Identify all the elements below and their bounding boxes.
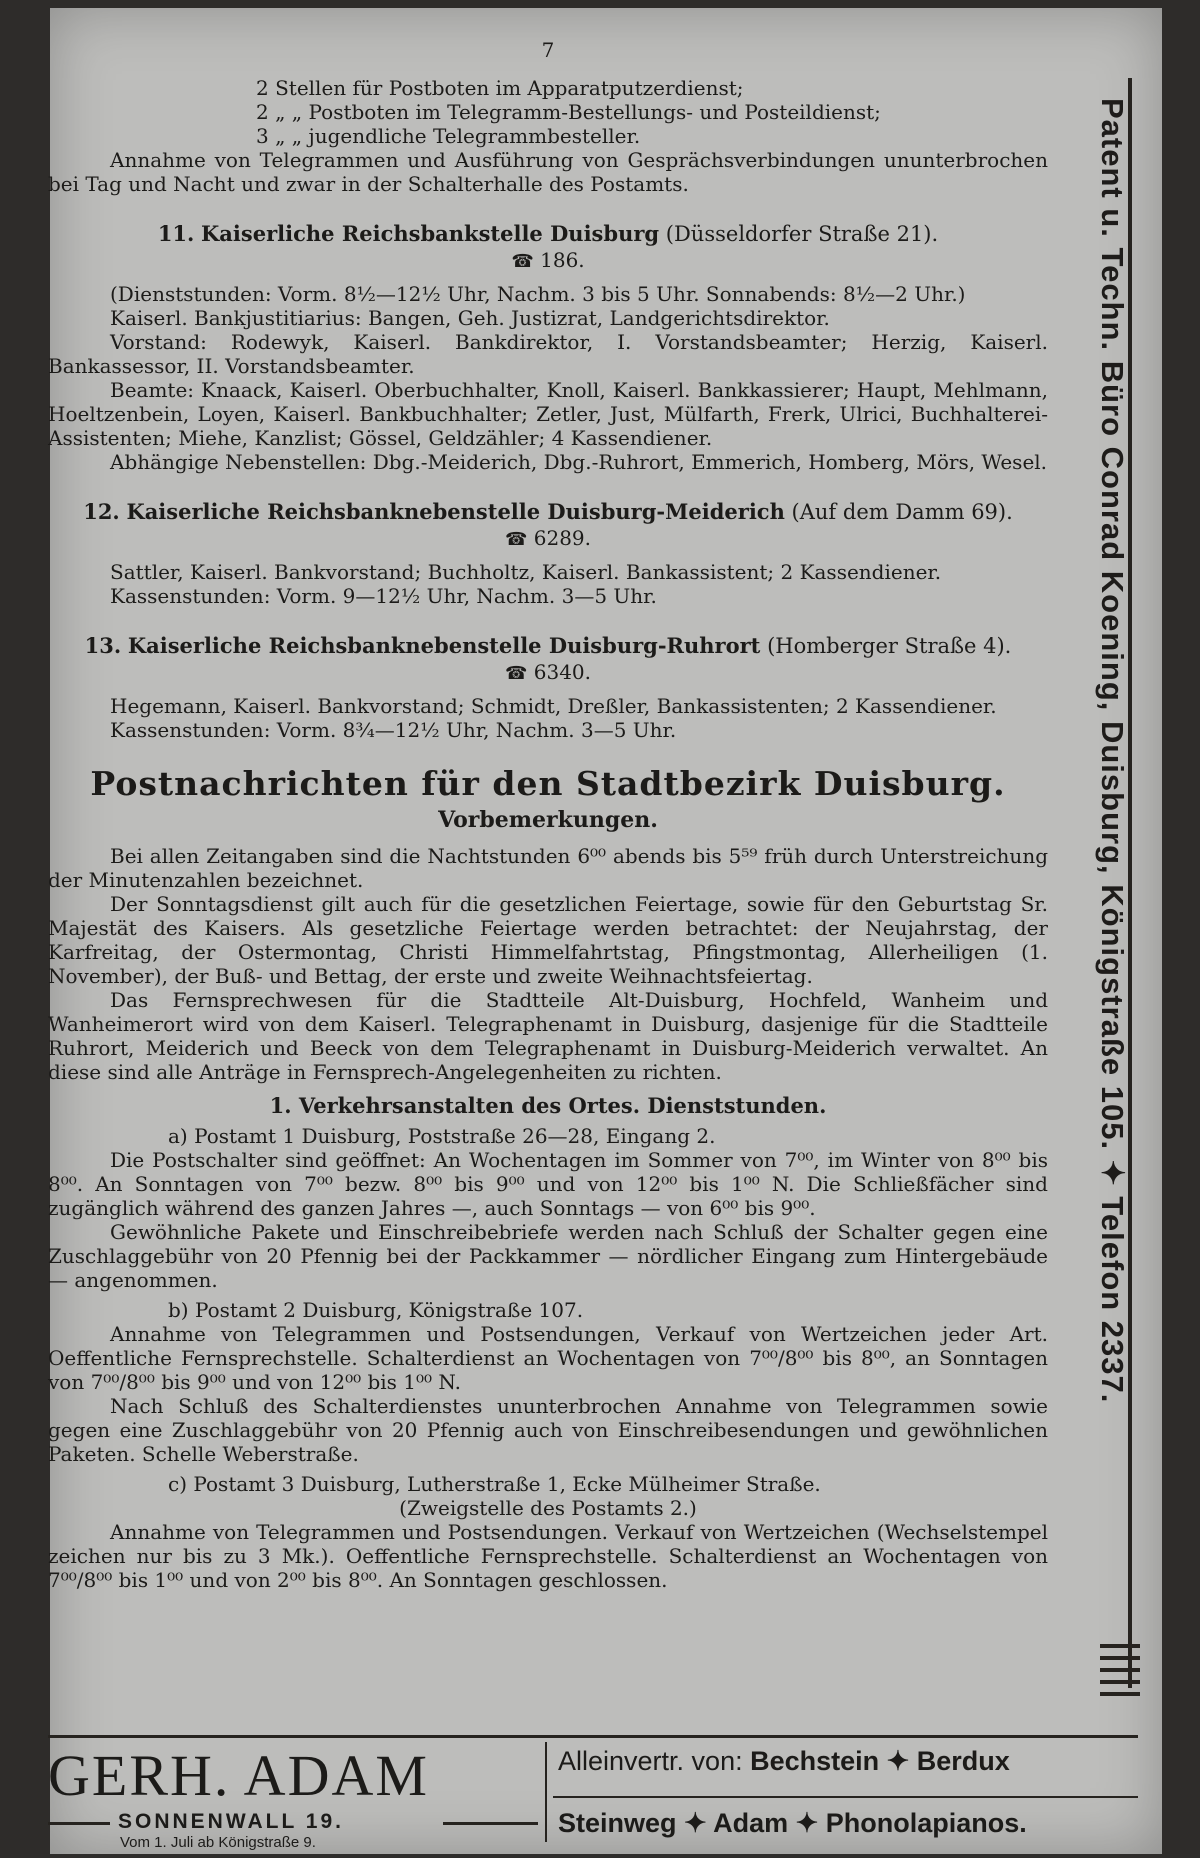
paragraph: Hegemann, Kaiserl. Bankvorstand; Schmidt, Dreßler, Bankassistenten; 2 Kassendiener. — [110, 694, 997, 718]
paragraph: Kaiserl. Bankjustitiarius: Bangen, Geh. Justizrat, Landgerichtsdirektor. — [110, 306, 830, 330]
phone-line — [48, 660, 1048, 686]
ad-divider — [545, 1742, 547, 1842]
entry-heading: a) Postamt 1 Duisburg, Poststraße 26—28, Eingang 2. — [168, 1124, 716, 1148]
entry-heading: b) Postamt 2 Duisburg, Königstraße 107. — [168, 1298, 584, 1322]
paragraph: (Dienststunden: Vorm. 8½—12½ Uhr, Nachm. 3 bis 5 Uhr. Sonnabends: 8½—2 Uhr.) — [110, 282, 966, 306]
ad-rule-right — [443, 1822, 538, 1825]
entry-subheading: (Zweigstelle des Postamts 2.) — [399, 1496, 697, 1520]
phone-line — [48, 248, 1048, 274]
section-13-title — [48, 634, 1048, 658]
paragraph: Annahme von Telegrammen und Postsendungen, Verkauf von Wertzeichen jeder Art. Oeffentliche Fernsprechstelle. Schalterdienst an Wochentagen von 7⁰⁰/8⁰⁰ bis 8⁰⁰, an Sonntagen von 7⁰⁰/8⁰⁰ bis 9⁰⁰ und von 12⁰⁰ bis 1⁰⁰ N. — [48, 1322, 1048, 1394]
advertisement — [48, 1735, 1138, 1851]
paragraph: Abhängige Nebenstellen: Dbg.-Meiderich, Dbg.-Ruhrort, Emmerich, Homberg, Mörs, Wesel. — [110, 450, 1048, 474]
ad-note: Vom 1. Juli ab Königstraße 9. — [120, 1834, 316, 1851]
entry-heading: c) Postamt 3 Duisburg, Lutherstraße 1, Ecke Mülheimer Straße. — [168, 1472, 821, 1496]
paragraph: Nach Schluß des Schalterdienstes ununterbrochen Annahme von Telegrammen sowie gegen eine Zuschlaggebühr von 20 Pfennig auch von Einschreibesendungen und gewöhnlichen Paketen. Schelle Weberstraße. — [48, 1394, 1048, 1466]
section-12-title — [48, 500, 1048, 524]
section-address: (Homberger Straße 4). — [767, 634, 1012, 658]
phone-line — [48, 526, 1048, 552]
list-item: 2 „ „ Postboten im Telegramm-Bestellungs- und Posteildienst; — [256, 100, 881, 124]
telephone-icon: ☎ — [504, 663, 528, 684]
paragraph: Kassenstunden: Vorm. 9—12½ Uhr, Nachm. 3—5 Uhr. — [110, 584, 657, 608]
telephone-icon: ☎ — [511, 251, 534, 272]
subtitle: Vorbemerkungen. — [438, 807, 658, 833]
paragraph: Das Fernsprechwesen für die Stadtteile Alt-Duisburg, Hochfeld, Wanheim und Wanheimerort wird von dem Kaiserl. Telegraphenamt in Duisburg, dasjenige für die Stadtteile Ruhrort, Meiderich und Beeck von dem Telegraphenamt in Duisburg-Meiderich verwaltet. An diese sind alle Anträge in Fernsprech-Angelegenheiten zu richten. — [48, 988, 1048, 1084]
ad-rule-left — [48, 1822, 110, 1825]
section-name: Kaiserliche Reichsbankstelle Duisburg — [201, 221, 660, 246]
ad-company-name: GERH. ADAM — [48, 1743, 429, 1808]
paragraph: Bei allen Zeitangaben sind die Nachtstunden 6⁰⁰ abends bis 5⁵⁹ früh durch Unterstreichung der Minutenzahlen bezeichnet. — [48, 844, 1048, 892]
section-name: Kaiserliche Reichsbanknebenstelle Duisburg-Ruhrort — [127, 633, 761, 658]
paragraph: Sattler, Kaiserl. Bankvorstand; Buchholtz, Kaiserl. Bankassistent; 2 Kassendiener. — [110, 560, 942, 584]
phone-number: 186. — [540, 248, 585, 272]
list-item: 3 „ „ jugendliche Telegrammbesteller. — [256, 124, 641, 148]
paragraph: Der Sonntagsdienst gilt auch für die gesetzlichen Feiertage, sowie für den Geburtstag Sr. Majestät des Kaisers. Als gesetzliche Feiertage werden betrachtet: der Neujahrstag, der Karfreitag, der Ostermontag, Christi Himmelfahrtstag, Pfingstmontag, Allerheiligen (1. November), der Buß- und Bettag, der erste und zweite Weihnachtsfeiertag. — [48, 892, 1048, 988]
paragraph: Beamte: Knaack, Kaiserl. Oberbuchhalter, Knoll, Kaiserl. Bankkassierer; Haupt, Mehlmann, Hoeltzenbein, Loyen, Kaiserl. Bankbuchhalter; Zetler, Just, Mülfarth, Frerk, Ulrici, Buchhalterei-Assistenten; Miehe, Kanzlist; Gössel, Geldzähler; 4 Kassendiener. — [48, 378, 1048, 450]
ad-line-1-prefix: Alleinvertr. von: — [558, 1746, 743, 1776]
ad-line-2: Steinweg ✦ Adam ✦ Phonolapianos. — [558, 1808, 1027, 1838]
main-title: Postnachrichten für den Stadtbezirk Duisburg. — [90, 764, 1006, 803]
phone-number: 6340. — [533, 660, 592, 684]
paragraph: Gewöhnliche Pakete und Einschreibebriefe werden nach Schluß der Schalter gegen eine Zuschlaggebühr von 20 Pfennig bei der Packkammer — nördlicher Eingang zum Hintergebäude — angenommen. — [48, 1220, 1048, 1292]
section-number: 11. — [157, 221, 195, 246]
section-address: (Auf dem Damm 69). — [791, 500, 1013, 524]
ad-line-1-brands: Bechstein ✦ Berdux — [750, 1746, 1010, 1776]
section-heading: 1. Verkehrsanstalten des Ortes. Dienststunden. — [269, 1093, 827, 1118]
paragraph: Kassenstunden: Vorm. 8¾—12½ Uhr, Nachm. 3—5 Uhr. — [110, 718, 677, 742]
section-address: (Düsseldorfer Straße 21). — [665, 222, 939, 246]
paragraph: Vorstand: Rodewyk, Kaiserl. Bankdirektor, I. Vorstandsbeamter; Herzig, Kaiserl. Bankassessor, II. Vorstandsbeamter. — [48, 330, 1048, 378]
section-11-title — [48, 222, 1048, 246]
ad-address: SONNENWALL 19. — [118, 1810, 344, 1833]
phone-number: 6289. — [533, 526, 592, 550]
telephone-icon: ☎ — [504, 529, 528, 550]
section-number: 13. — [84, 633, 122, 658]
paragraph: Die Postschalter sind geöffnet: An Wochentagen im Sommer von 7⁰⁰, im Winter von 8⁰⁰ bis 8⁰⁰. An Sonntagen von 7⁰⁰ bezw. 8⁰⁰ bis 9⁰⁰ und von 12⁰⁰ bis 1⁰⁰ N. Die Schließfächer sind zugänglich während des ganzen Jahres —, auch Sonntags — von 6⁰⁰ bis 9⁰⁰. — [48, 1148, 1048, 1220]
ad-hline — [553, 1796, 1138, 1798]
sidebar-advert-text: Patent u. Techn. Büro Conrad Koening, Duisburg, Königstraße 105. ✦ Telefon 2337. — [1095, 98, 1130, 1404]
paragraph: Annahme von Telegrammen und Postsendungen. Verkauf von Wertzeichen (Wechselstempel zeichen nur bis zu 3 Mk.). Oeffentliche Fernsprechstelle. Schalterdienst an Wochentagen von 7⁰⁰/8⁰⁰ bis 1⁰⁰ und von 2⁰⁰ bis 8⁰⁰. An Sonntagen geschlossen. — [48, 1520, 1048, 1592]
page-number: 7 — [541, 38, 555, 62]
paragraph: Annahme von Telegrammen und Ausführung von Gesprächsverbindungen ununterbrochen bei Tag und Nacht und zwar in der Schalterhalle des Postamts. — [48, 148, 1048, 196]
ad-line-1 — [558, 1746, 1010, 1777]
section-name: Kaiserliche Reichsbanknebenstelle Duisburg-Meiderich — [126, 499, 785, 524]
sidebar-bars — [1100, 1644, 1140, 1714]
list-item: 2 Stellen für Postboten im Apparatputzerdienst; — [256, 76, 744, 100]
page-content — [48, 38, 1048, 1592]
section-number: 12. — [83, 499, 120, 524]
